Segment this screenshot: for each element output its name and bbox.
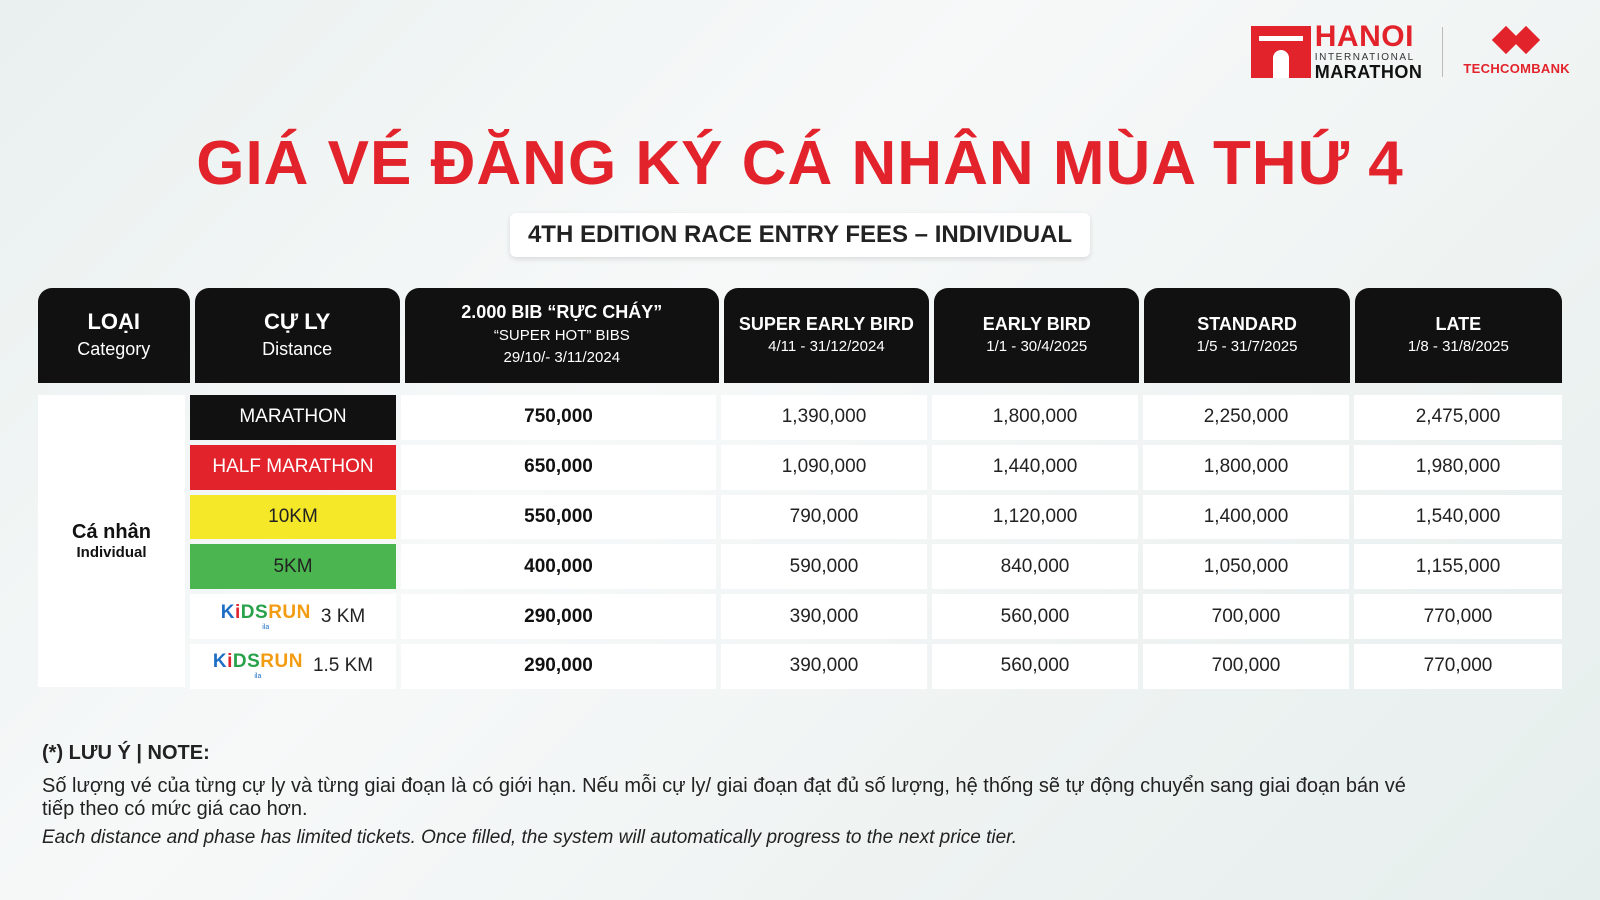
late-price: 1,155,000	[1354, 544, 1562, 589]
early-bird-price: 1,120,000	[932, 495, 1138, 540]
logo-divider	[1442, 27, 1443, 77]
distance-label: 3 KM	[320, 605, 366, 627]
late-price: 1,540,000	[1354, 495, 1562, 540]
table-row	[190, 544, 1562, 589]
super-early-price: 590,000	[721, 544, 927, 589]
logo-international-text: INTERNATIONAL	[1314, 52, 1415, 63]
techcombank-logo	[1463, 27, 1570, 76]
late-price: 2,475,000	[1354, 395, 1562, 440]
standard-price: 2,250,000	[1143, 395, 1349, 440]
super-hot-price: 290,000	[401, 644, 716, 689]
table-header	[38, 288, 1562, 383]
distance-label: 1.5 KM	[312, 655, 374, 677]
logo-marathon-text: MARATHON	[1314, 62, 1423, 82]
kids-run-logo: KiDSRUN ila	[212, 651, 303, 681]
table-row	[190, 495, 1562, 540]
techcombank-text: TECHCOMBANK	[1463, 61, 1570, 76]
page-title: GIÁ VÉ ĐĂNG KÝ CÁ NHÂN MÙA THỨ 4	[196, 129, 1404, 198]
table-row	[190, 395, 1562, 440]
late-price: 770,000	[1354, 594, 1562, 639]
table-rows	[190, 395, 1562, 689]
table-body	[38, 395, 1562, 689]
table-row	[190, 644, 1562, 689]
note-english: Each distance and phase has limited tickets. Once filled, the system will automatically progress to the next price tier.	[42, 827, 1018, 848]
distance-label: 10KM	[268, 505, 318, 527]
early-bird-price: 560,000	[932, 594, 1138, 639]
super-hot-price: 290,000	[401, 594, 716, 639]
early-bird-price: 560,000	[932, 644, 1138, 689]
super-hot-price: 400,000	[401, 544, 716, 589]
early-bird-price: 840,000	[932, 544, 1138, 589]
page-subtitle: 4TH EDITION RACE ENTRY FEES – INDIVIDUAL	[510, 213, 1090, 257]
distance-cell	[190, 395, 396, 440]
late-price: 1,980,000	[1354, 445, 1562, 490]
late-price: 770,000	[1354, 644, 1562, 689]
distance-cell	[190, 445, 396, 490]
standard-price: 700,000	[1143, 594, 1349, 639]
table-row	[190, 594, 1562, 639]
header-category: LOẠI Category	[38, 288, 190, 383]
distance-cell	[190, 495, 396, 540]
kids-run-logo: KiDSRUN ila	[220, 601, 311, 631]
note-section	[42, 742, 1442, 849]
header-super-hot: 2.000 BIB “RỰC CHÁY” “SUPER HOT” BIBS 29/10/- 3/11/2024	[405, 288, 719, 383]
super-early-price: 1,090,000	[721, 445, 927, 490]
header-logos	[1251, 22, 1570, 81]
header-super-early-bird: SUPER EARLY BIRD 4/11 - 31/12/2024	[724, 288, 929, 383]
distance-cell	[190, 544, 396, 589]
early-bird-price: 1,440,000	[932, 445, 1138, 490]
early-bird-price: 1,800,000	[932, 395, 1138, 440]
super-early-price: 790,000	[721, 495, 927, 540]
price-table	[38, 288, 1562, 689]
hanoi-marathon-logo	[1251, 22, 1423, 81]
header-distance: CỰ LY Distance	[195, 288, 400, 383]
super-hot-price: 650,000	[401, 445, 716, 490]
standard-price: 700,000	[1143, 644, 1349, 689]
header-standard: STANDARD 1/5 - 31/7/2025	[1144, 288, 1349, 383]
header-late: LATE 1/8 - 31/8/2025	[1355, 288, 1562, 383]
header-early-bird: EARLY BIRD 1/1 - 30/4/2025	[934, 288, 1139, 383]
temple-gate-icon	[1251, 26, 1311, 78]
note-vietnamese: Số lượng vé của từng cự ly và từng giai đoạn là có giới hạn. Nếu mỗi cự ly/ giai đoạn đạt đủ số lượng, hệ thống sẽ tự động chuyển sang giai đoạn bán vé tiếp theo có mức giá cao hơn.	[42, 775, 1406, 820]
distance-label: MARATHON	[239, 406, 347, 428]
distance-cell	[190, 644, 396, 689]
distance-label: HALF MARATHON	[212, 456, 374, 478]
distance-cell	[190, 594, 396, 639]
standard-price: 1,050,000	[1143, 544, 1349, 589]
super-early-price: 390,000	[721, 594, 927, 639]
table-row	[190, 445, 1562, 490]
standard-price: 1,400,000	[1143, 495, 1349, 540]
standard-price: 1,800,000	[1143, 445, 1349, 490]
super-hot-price: 750,000	[401, 395, 716, 440]
techcombank-diamond-icon	[1494, 27, 1540, 55]
logo-hanoi-text: HANOI	[1314, 20, 1414, 53]
note-title: (*) LƯU Ý | NOTE:	[42, 742, 210, 764]
super-hot-price: 550,000	[401, 495, 716, 540]
super-early-price: 390,000	[721, 644, 927, 689]
super-early-price: 1,390,000	[721, 395, 927, 440]
category-cell: Cá nhân Individual	[38, 395, 185, 687]
distance-label: 5KM	[273, 555, 313, 577]
